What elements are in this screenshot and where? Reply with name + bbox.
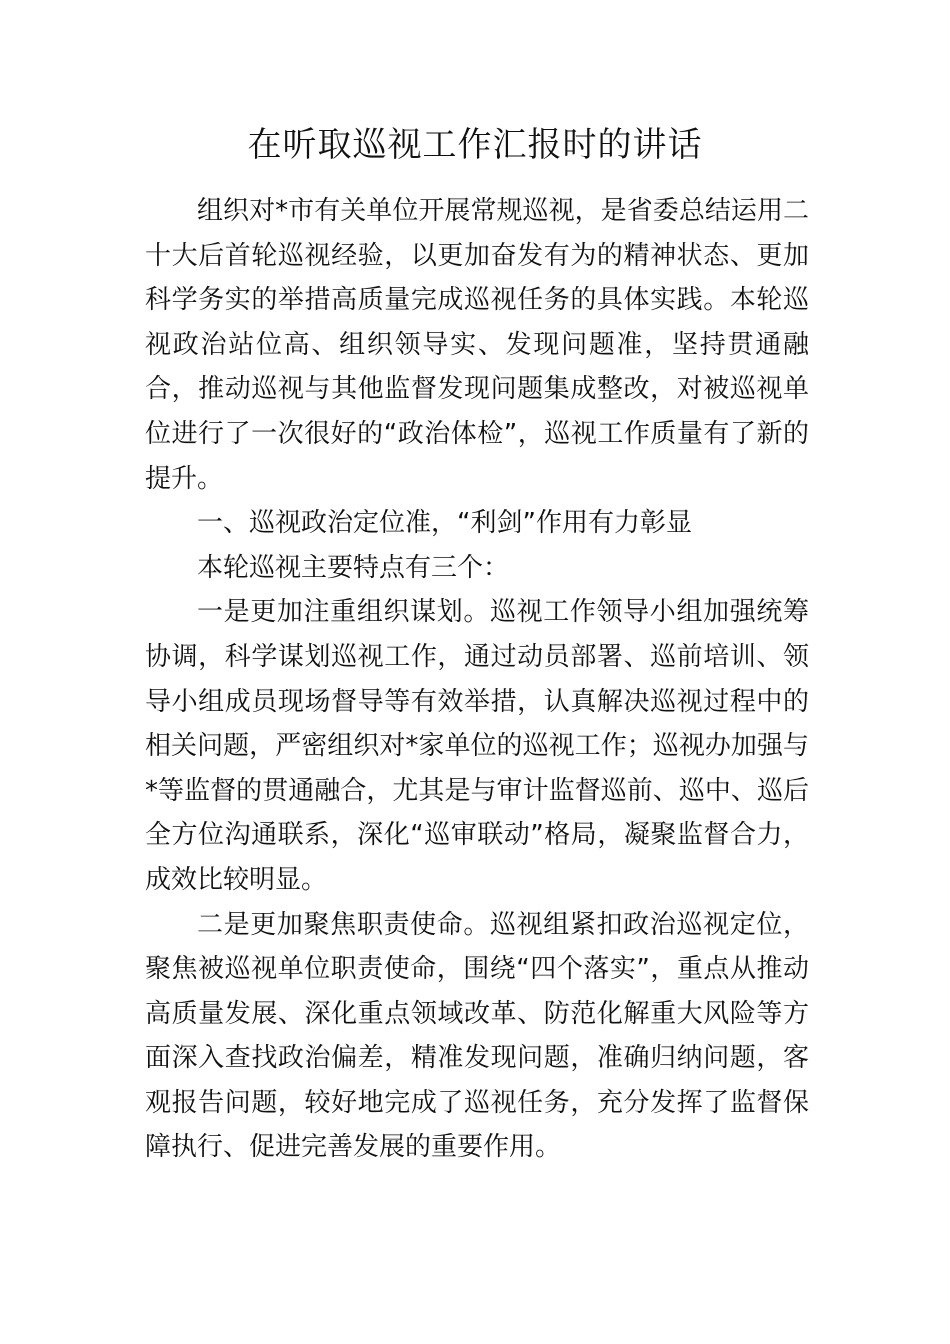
document-title: 在听取巡视工作汇报时的讲话 [247,125,703,165]
section-heading-1: 一、巡视政治定位准，“利剑”作用有力彰显 [197,508,692,539]
paragraph-point-2: 二是更加聚焦职责使命。巡视组紧扣政治巡视定位，聚焦被巡视单位职责使命，围绕“四个落实”，重点从推动高质量发展、深化重点领域改革、防范化解重大风险等方面深入查找政治偏差，精准发现问题，准确归纳问题，客观报告问题，较好地完成了巡视任务，充分发挥了监督保障执行、促进完善发展的重要作用。 [145,909,809,1163]
document-body [145,189,809,1170]
paragraph-features-intro: 本轮巡视主要特点有三个： [197,552,510,583]
paragraph-point-1: 一是更加注重组织谋划。巡视工作领导小组加强统筹协调，科学谋划巡视工作，通过动员部署、巡前培训、领导小组成员现场督导等有效举措，认真解决巡视过程中的相关问题，严密组织对*家单位的巡视工作；巡视办加强与*等监督的贯通融合，尤其是与审计监督巡前、巡中、巡后全方位沟通联系，深化“巡审联动”格局，凝聚监督合力，成效比较明显。 [145,597,809,895]
paragraph-intro: 组织对*市有关单位开展常规巡视，是省委总结运用二十大后首轮巡视经验，以更加奋发有为的精神状态、更加科学务实的举措高质量完成巡视任务的具体实践。本轮巡视政治站位高、组织领导实、发现问题准，坚持贯通融合，推动巡视与其他监督发现问题集成整改，对被巡视单位进行了一次很好的“政治体检”，巡视工作质量有了新的提升。 [145,196,809,494]
